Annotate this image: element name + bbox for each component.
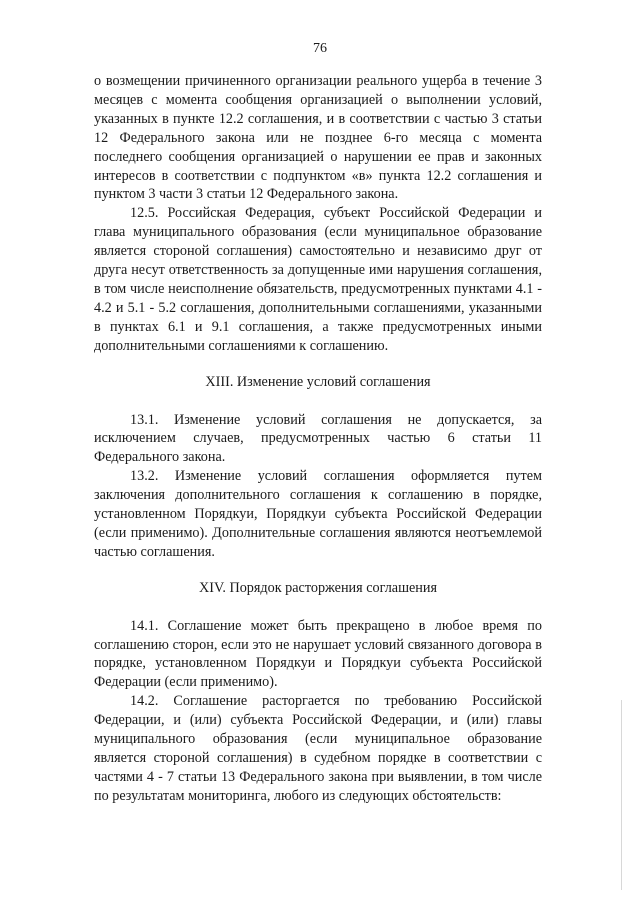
paragraph-13-2: 13.2. Изменение условий соглашения оформляется путем заключения дополнительного соглашения к соглашению в порядке, установленном Порядкуи, Порядкуи субъекта Российской Федерации (если применимо). Дополнительные соглашения являются неотъемлемой частью соглашения. <box>94 468 542 560</box>
paragraph-14-1: 14.1. Соглашение может быть прекращено в любое время по соглашению сторон, если это не нарушает условий связанного договора в порядке, установленном Порядкуи и Порядкуи субъекта Российской Федерации (если применимо). <box>94 617 542 691</box>
section-heading-xiv: XIV. Порядок расторжения соглашения <box>198 579 438 596</box>
paragraph-14-2: 14.2. Соглашение расторгается по требованию Российской Федерации, и (или) субъекта Российской Федерации, и (или) главы муниципального образования (если муниципальное образование является стороной соглашения) в судебном порядке в соответствии с частями 4 - 7 статьи 13 Федерального закона при выявлении, в том числе по результатам мониторинга, любого из следующих обстоятельств: <box>94 693 542 804</box>
scan-edge-mark <box>621 700 622 890</box>
paragraph-13-1: 13.1. Изменение условий соглашения не допускается, за исключением случаев, предусмотренных частью 6 статьи 11 Федерального закона. <box>94 411 542 466</box>
paragraph-12-4-continuation: о возмещении причиненного организации реального ущерба в течение 3 месяцев с момента сообщения организацией о выполнении условий, указанных в пункте 12.2 соглашения, и в соответствии с частью 3 статьи 12 Федерального закона или не позднее 6-го месяца с момента последнего сообщения организацией о нарушении ее прав и законных интересов в соответствии с подпунктом «в» пункта 12.2 соглашения и пунктом 3 части 3 статьи 12 Федерального закона. <box>94 73 542 203</box>
document-body <box>94 72 542 806</box>
paragraph-12-5: 12.5. Российская Федерация, субъект Российской Федерации и глава муниципального образования (если муниципальное образование является стороной соглашения) самостоятельно и независимо друг от друга несут ответственность за допущенные ими нарушения соглашения, в том числе неисполнение обязательств, предусмотренных пунктами 4.1 - 4.2 и 5.1 - 5.2 соглашения, дополнительными соглашениями, указанными в пунктах 6.1 и 9.1 соглашения, а также предусмотренных иными дополнительными соглашениями к соглашению. <box>94 205 542 354</box>
section-heading-xiii: XIII. Изменение условий соглашения <box>205 373 431 390</box>
page-number: 76 <box>313 41 327 56</box>
